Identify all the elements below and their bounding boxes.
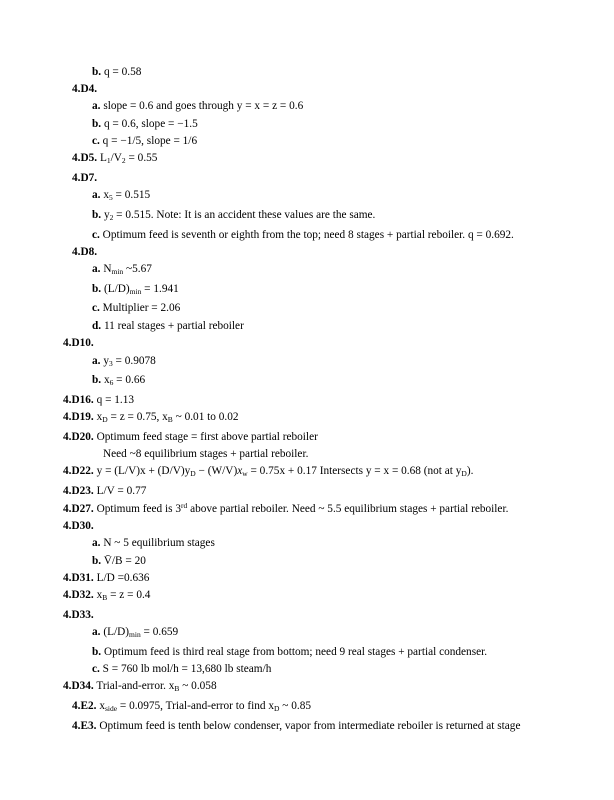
problem-heading: 4.D33. (63, 609, 94, 621)
problem-answer: 4.D27. Optimum feed is 3rd above partial reboiler. Need ~ 5.5 equilibrium stages + partial reboiler. (63, 501, 509, 515)
problem-heading: 4.D7. (72, 172, 98, 184)
answer-line: b. Optimum feed is third real stage from bottom; need 9 real stages + partial condenser. (92, 646, 488, 658)
problem-answer: 4.D22. $y = (L/V)x + (D/V)y_D - (W/V)x_w = 0.75x + 0.17$ Intersects y = x = 0.68 (not at $y_D$). (63, 465, 474, 478)
problem-answer: 4.D5. $L_1/V_2 = 0.55$ (72, 152, 158, 165)
problem-answer: 4.D34. Trial-and-error. $x_B$ ~ 0.058 (63, 680, 217, 693)
answer-line: a. slope = 0.6 and goes through y = x = z = 0.6 (92, 100, 304, 112)
continuation-line: Need ~8 equilibrium stages + partial reboiler. (103, 448, 309, 460)
problem-answer: 4.E2. $x_{side} = 0.0975$, Trial-and-error to find $x_D$ ~ 0.85 (72, 700, 311, 713)
answer-line: a. N ~ 5 equilibrium stages (92, 537, 215, 549)
answer-line: a. $y_3 = 0.9078$ (92, 355, 156, 368)
answer-line: c. Multiplier = 2.06 (92, 302, 181, 314)
answer-line: b. $y_2 = 0.515$. Note: It is an accident these values are the same. (92, 209, 376, 222)
problem-answer: 4.D20. Optimum feed stage = first above partial reboiler (63, 431, 318, 443)
answer-line: b. $(L/D)_{min} = 1.941$ (92, 283, 179, 296)
problem-answer: 4.E3. Optimum feed is tenth below condenser, vapor from intermediate reboiler is returned at stage (72, 720, 521, 732)
answer-line: d. 11 real stages + partial reboiler (92, 320, 244, 332)
problem-answer: 4.D23. L/V = 0.77 (63, 485, 147, 497)
answer-line: a. $N_{min}$ ~5.67 (92, 263, 152, 276)
problem-heading: 4.D30. (63, 520, 94, 532)
problem-heading: 4.D10. (63, 337, 94, 349)
answer-line: a. $x_5 = 0.515$ (92, 189, 151, 202)
problem-heading: 4.D8. (72, 246, 98, 258)
answer-line: a. $(L/D)_{min} = 0.659$ (92, 626, 179, 639)
answer-line: c. S = 760 lb mol/h = 13,680 lb steam/h (92, 663, 272, 675)
answer-line: b. q = 0.6, slope = −1.5 (92, 118, 198, 130)
problem-heading: 4.D4. (72, 83, 98, 95)
problem-answer: 4.D31. L/D =0.636 (63, 572, 150, 584)
answer-line: c. Optimum feed is seventh or eighth from the top; need 8 stages + partial reboiler. q = 0.692. (92, 229, 514, 241)
answer-line: b. q = 0.58 (92, 66, 142, 78)
answer-line: c. q = −1/5, slope = 1/6 (92, 135, 198, 147)
problem-answer: 4.D16. q = 1.13 (63, 394, 135, 406)
problem-answer: 4.D32. $x_B = z = 0.4$ (63, 589, 151, 602)
problem-answer: 4.D19. $x_D = z = 0.75$, $x_B$ ~ 0.01 to 0.02 (63, 411, 239, 424)
answer-line: b. $x_6 = 0.66$ (92, 374, 146, 387)
answer-line: b. V̄/B = 20 (92, 555, 146, 567)
